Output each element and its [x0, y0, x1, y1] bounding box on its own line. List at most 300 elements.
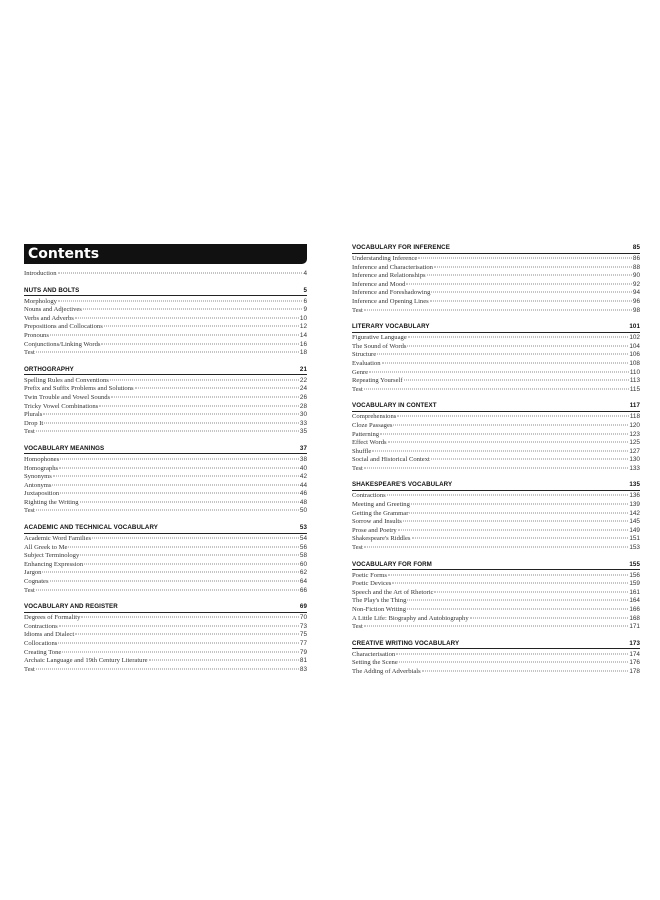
entry-label: Tricky Vowel Combinations — [24, 402, 99, 410]
entry-label: Test — [352, 623, 363, 631]
toc-entry[interactable] — [352, 659, 640, 668]
entry-label: Evaluation — [352, 359, 381, 367]
left-page — [24, 244, 307, 674]
dot-leader — [83, 309, 303, 310]
section-title: ORTHOGRAPHY — [24, 365, 74, 373]
toc-entry[interactable] — [24, 298, 307, 307]
dot-leader — [50, 581, 299, 582]
entry-label: Synonyms — [24, 473, 52, 481]
toc-entry[interactable] — [24, 411, 307, 420]
dot-leader — [75, 634, 299, 635]
entry-label: Figurative Language — [352, 334, 407, 342]
entry-label: Inference and Mood — [352, 280, 406, 288]
toc-entry[interactable] — [352, 431, 640, 440]
entry-label: Cloze Passages — [352, 421, 393, 429]
toc-entry[interactable] — [24, 623, 307, 632]
entry-label: Collocations — [24, 640, 58, 647]
toc-entry[interactable] — [352, 615, 640, 624]
toc-entry[interactable] — [352, 289, 640, 298]
dot-leader — [434, 266, 632, 267]
entry-page: 22 — [299, 376, 307, 384]
entry-page: 94 — [632, 289, 640, 297]
toc-entry[interactable] — [24, 306, 307, 315]
entry-label: Test — [24, 349, 35, 357]
dot-leader — [404, 380, 629, 381]
toc-entry[interactable] — [352, 439, 640, 448]
entry-page: 156 — [629, 571, 640, 579]
toc-entry[interactable] — [24, 403, 307, 412]
section-heading[interactable] — [24, 524, 307, 534]
dot-leader — [406, 283, 631, 284]
section-title: LITERARY VOCABULARY — [352, 323, 430, 331]
dot-leader — [364, 388, 629, 389]
dot-leader — [36, 431, 299, 432]
entry-label: Conjunctions/Linking Words — [24, 340, 101, 348]
dot-leader — [470, 617, 629, 618]
entry-page: 86 — [632, 255, 640, 262]
dot-leader — [364, 467, 628, 468]
section-title: NUTS AND BOLTS — [24, 286, 80, 294]
section-page: 53 — [299, 524, 307, 532]
toc-entry[interactable] — [352, 413, 640, 422]
section-page: 173 — [629, 639, 640, 647]
entry-page: 24 — [299, 385, 307, 393]
toc-entry[interactable] — [352, 535, 640, 544]
section-page: 155 — [629, 560, 640, 568]
entry-label: Test — [24, 665, 35, 673]
toc-entry[interactable] — [352, 589, 640, 598]
entry-label: Contractions — [352, 492, 386, 500]
entry-page: 26 — [299, 393, 307, 401]
dot-leader — [149, 660, 299, 661]
toc-entry[interactable] — [24, 420, 307, 429]
dot-leader — [403, 521, 629, 522]
dot-leader — [101, 343, 298, 344]
section-page: 101 — [629, 323, 640, 331]
entry-label: Homophones — [24, 455, 60, 463]
entry-page: 164 — [629, 597, 640, 605]
dot-leader — [392, 583, 628, 584]
entry-page: 60 — [299, 560, 307, 568]
entry-label: Spelling Rules and Conventions — [24, 376, 109, 384]
toc-entry[interactable] — [24, 349, 307, 358]
toc-entry[interactable] — [24, 428, 307, 437]
dot-leader — [36, 668, 299, 669]
dot-leader — [110, 379, 299, 380]
entry-page: 136 — [629, 492, 640, 500]
toc-entry[interactable] — [352, 272, 640, 281]
entry-label: Social and Historical Context — [352, 456, 430, 464]
entry-label: Shuffle — [352, 447, 372, 455]
toc-entry[interactable] — [352, 360, 640, 369]
entry-page: 28 — [299, 402, 307, 410]
toc-entry[interactable] — [352, 377, 640, 386]
section-title: VOCABULARY FOR INFERENCE — [352, 244, 450, 251]
toc-entry[interactable] — [24, 394, 307, 403]
dot-leader — [396, 653, 628, 654]
entry-page: 6 — [303, 297, 307, 305]
entry-page: 40 — [299, 464, 307, 472]
toc-entry[interactable] — [352, 623, 640, 632]
dot-leader — [92, 538, 299, 539]
entry-label: Shakespeare's Riddles — [352, 535, 411, 543]
entry-label: Enhancing Expression — [24, 560, 84, 568]
section-heading[interactable] — [352, 323, 640, 333]
entry-page: 139 — [629, 501, 640, 509]
entry-page: 127 — [629, 447, 640, 455]
toc-entry[interactable] — [352, 386, 640, 395]
entry-label: Poetic Forms — [352, 571, 387, 579]
entry-label: Test — [352, 544, 363, 552]
entry-label: Inference and Foreshadowing — [352, 289, 431, 297]
entry-page: 48 — [299, 498, 307, 506]
entry-label: Nouns and Adjectives — [24, 306, 82, 314]
toc-entry-introduction[interactable] — [24, 270, 307, 279]
toc-entry[interactable] — [24, 323, 307, 332]
entry-page: 133 — [629, 464, 640, 472]
entry-label: The Adding of Adverbials — [352, 667, 421, 675]
toc-entry[interactable] — [24, 499, 307, 508]
entry-label: Test — [24, 428, 35, 436]
entry-label: Twin Trouble and Vowel Sounds — [24, 393, 111, 401]
toc-entry[interactable] — [352, 492, 640, 501]
entry-label: Inference and Characterisation — [352, 263, 433, 271]
entry-page: 16 — [299, 340, 307, 348]
dot-leader — [430, 300, 632, 301]
toc-entry[interactable] — [352, 255, 640, 264]
toc-entry[interactable] — [24, 377, 307, 386]
toc-entry[interactable] — [24, 465, 307, 474]
section-title: VOCABULARY MEANINGS — [24, 444, 105, 452]
toc-entry[interactable] — [352, 448, 640, 457]
toc-entry[interactable] — [24, 332, 307, 341]
toc-entry[interactable] — [352, 334, 640, 343]
dot-leader — [44, 422, 299, 423]
dot-leader — [43, 414, 299, 415]
dot-leader — [393, 424, 628, 425]
entry-label: Getting the Grammar — [352, 509, 409, 517]
entry-page: 120 — [629, 421, 640, 429]
entry-page: 174 — [629, 650, 640, 658]
dot-leader — [380, 433, 628, 434]
dot-leader — [60, 458, 299, 459]
dot-leader — [399, 662, 629, 663]
toc-entry[interactable] — [352, 580, 640, 589]
toc-entry[interactable] — [24, 385, 307, 394]
entry-page: 171 — [629, 623, 640, 631]
toc-entry[interactable] — [24, 631, 307, 640]
entry-label: Poetic Devices — [352, 580, 392, 588]
dot-leader — [418, 258, 632, 259]
entry-page: 166 — [629, 606, 640, 613]
entry-label: Morphology — [24, 297, 57, 305]
toc-entry[interactable] — [352, 544, 640, 553]
entry-page: 102 — [629, 334, 640, 342]
toc-entry[interactable] — [24, 490, 307, 499]
section-heading[interactable] — [24, 366, 307, 376]
entry-page: 75 — [299, 631, 307, 639]
entry-page: 35 — [299, 428, 307, 436]
toc-entry[interactable] — [24, 657, 307, 666]
section-page: 21 — [299, 365, 307, 373]
entry-page: 64 — [299, 578, 307, 586]
dot-leader — [58, 643, 299, 644]
section-page: 69 — [299, 603, 307, 611]
entry-label: Degrees of Formality — [24, 614, 81, 622]
dot-leader — [59, 625, 299, 626]
dot-leader — [431, 459, 629, 460]
entry-page: 66 — [299, 586, 307, 594]
entry-label: Effect Words — [352, 439, 387, 447]
section-heading[interactable] — [24, 287, 307, 297]
entry-page: 178 — [629, 667, 640, 675]
entry-page: 73 — [299, 622, 307, 630]
entry-label: Test — [352, 306, 363, 314]
contents-title: Contents — [24, 244, 307, 264]
toc-entry[interactable] — [24, 640, 307, 649]
toc-entry[interactable] — [352, 668, 640, 677]
entry-page: 33 — [299, 419, 307, 427]
dot-leader — [398, 529, 629, 530]
dot-leader — [50, 334, 299, 335]
entry-page: 113 — [629, 377, 640, 385]
toc-entry[interactable] — [24, 666, 307, 675]
toc-entry[interactable] — [24, 341, 307, 350]
toc-entry[interactable] — [352, 510, 640, 519]
entry-label: Jargon — [24, 569, 42, 577]
toc-entry[interactable] — [352, 606, 640, 615]
entry-page: 168 — [629, 614, 640, 622]
toc-entry[interactable] — [352, 456, 640, 465]
entry-page: 130 — [629, 456, 640, 464]
entry-label: Prose and Poetry — [352, 526, 397, 534]
entry-label: Antonyms — [24, 481, 52, 489]
dot-leader — [431, 292, 632, 293]
toc-entry[interactable] — [352, 343, 640, 352]
section-heading[interactable] — [352, 402, 640, 412]
entry-page: 54 — [299, 535, 307, 543]
entry-label: Homographs — [24, 464, 59, 472]
entry-page: 108 — [629, 359, 640, 367]
entry-label: Idioms and Dialect — [24, 631, 75, 639]
entry-page: 56 — [299, 543, 307, 551]
entry-page: 81 — [299, 657, 307, 665]
dot-leader — [53, 476, 299, 477]
toc-entry[interactable] — [352, 597, 640, 606]
dot-leader — [80, 501, 299, 502]
toc-entry[interactable] — [24, 535, 307, 544]
dot-leader — [377, 354, 628, 355]
dot-leader — [42, 572, 298, 573]
dot-leader — [111, 396, 299, 397]
dot-leader — [388, 574, 628, 575]
entry-page: 42 — [299, 473, 307, 481]
entry-label: Test — [24, 586, 35, 594]
toc-entry[interactable] — [352, 501, 640, 510]
dot-leader — [412, 538, 629, 539]
entry-page: 106 — [629, 351, 640, 359]
entry-label: Setting the Scene — [352, 659, 398, 667]
dot-leader — [427, 275, 632, 276]
entry-page: 110 — [629, 368, 640, 376]
entry-label: Introduction — [24, 270, 57, 277]
section-heading[interactable] — [24, 445, 307, 455]
dot-leader — [422, 670, 629, 671]
left-sections — [24, 287, 307, 675]
dot-leader — [408, 337, 629, 338]
dot-leader — [81, 617, 298, 618]
section-heading[interactable] — [24, 603, 307, 613]
toc-entry[interactable] — [24, 649, 307, 658]
entry-page: 46 — [299, 490, 307, 498]
dot-leader — [434, 591, 628, 592]
toc-entry[interactable] — [24, 569, 307, 578]
dot-leader — [36, 589, 299, 590]
section-page: 117 — [629, 402, 640, 410]
entry-label: Plurals — [24, 411, 43, 419]
section-page: 85 — [632, 244, 640, 251]
entry-label: Test — [352, 385, 363, 393]
dot-leader — [59, 467, 299, 468]
dot-leader — [99, 405, 299, 406]
toc-entry[interactable] — [352, 369, 640, 378]
entry-page: 30 — [299, 411, 307, 419]
dot-leader — [36, 510, 299, 511]
entry-label: The Sound of Words — [352, 342, 407, 350]
dot-leader — [369, 371, 629, 372]
entry-page: 4 — [303, 270, 307, 277]
entry-label: Structure — [352, 351, 377, 359]
toc-entry[interactable] — [24, 561, 307, 570]
toc-entry[interactable] — [352, 651, 640, 660]
entry-label: Inference and Opening Lines — [352, 297, 429, 305]
toc-entry[interactable] — [352, 465, 640, 474]
dot-leader — [62, 651, 299, 652]
entry-page: 10 — [299, 314, 307, 322]
dot-leader — [75, 317, 299, 318]
entry-page: 153 — [629, 544, 640, 552]
toc-entry[interactable] — [352, 351, 640, 360]
entry-label: Drop It — [24, 419, 44, 427]
dot-leader — [387, 495, 629, 496]
dot-leader — [58, 300, 302, 301]
entry-page: 92 — [632, 280, 640, 288]
entry-page: 38 — [299, 455, 307, 463]
entry-label: The Play's the Thing — [352, 597, 407, 605]
toc-entry[interactable] — [352, 298, 640, 307]
entry-page: 142 — [629, 509, 640, 517]
dot-leader — [407, 345, 628, 346]
entry-label: Inference and Relationships — [352, 272, 426, 280]
entry-page: 125 — [629, 439, 640, 447]
dot-leader — [84, 563, 299, 564]
entry-label: Test — [352, 464, 363, 472]
toc-entry[interactable] — [24, 544, 307, 553]
toc-entry[interactable] — [352, 264, 640, 273]
entry-page: 79 — [299, 648, 307, 656]
entry-page: 12 — [299, 323, 307, 331]
toc-entry[interactable] — [24, 552, 307, 561]
section-title: SHAKESPEARE'S VOCABULARY — [352, 481, 453, 489]
section-title: CREATIVE WRITING VOCABULARY — [352, 639, 460, 647]
dot-leader — [36, 352, 299, 353]
entry-page: 115 — [629, 385, 640, 393]
entry-label: Comprehensions — [352, 413, 397, 421]
toc-entry[interactable] — [24, 473, 307, 482]
dot-leader — [364, 626, 628, 627]
section-title: VOCABULARY AND REGISTER — [24, 603, 118, 611]
entry-page: 62 — [299, 569, 307, 577]
dot-leader — [58, 273, 303, 274]
entry-label: All Greek to Me — [24, 543, 68, 551]
toc-entry[interactable] — [24, 315, 307, 324]
dot-leader — [388, 442, 629, 443]
entry-label: Characterisation — [352, 650, 396, 658]
entry-page: 96 — [632, 297, 640, 305]
toc-entry[interactable] — [24, 507, 307, 516]
entry-page: 159 — [629, 580, 640, 588]
entry-label: Righting the Writing — [24, 498, 79, 506]
toc-entry[interactable] — [24, 482, 307, 491]
toc-entry[interactable] — [352, 572, 640, 581]
entry-page: 149 — [629, 526, 640, 534]
toc-entry[interactable] — [352, 518, 640, 527]
entry-page: 44 — [299, 481, 307, 489]
toc-entry[interactable] — [24, 456, 307, 465]
toc-entry[interactable] — [352, 422, 640, 431]
entry-page: 123 — [629, 430, 640, 438]
section-title: ACADEMIC AND TECHNICAL VOCABULARY — [24, 524, 159, 532]
entry-page: 118 — [629, 413, 640, 421]
dot-leader — [409, 512, 628, 513]
toc-entry[interactable] — [24, 578, 307, 587]
entry-label: Non-Fiction Writing — [352, 606, 407, 613]
section-heading[interactable] — [352, 561, 640, 571]
entry-page: 145 — [629, 518, 640, 526]
entry-label: Sorrow and Insults — [352, 518, 402, 526]
section-heading[interactable] — [352, 640, 640, 650]
toc-entry[interactable] — [24, 614, 307, 623]
entry-page: 9 — [303, 306, 307, 314]
dot-leader — [382, 362, 629, 363]
dot-leader — [407, 609, 628, 610]
entry-page: 83 — [299, 665, 307, 673]
entry-page: 161 — [629, 588, 640, 596]
entry-page: 88 — [632, 263, 640, 271]
toc-entry[interactable] — [352, 307, 640, 316]
entry-page: 14 — [299, 331, 307, 339]
dot-leader — [411, 504, 628, 505]
section-heading[interactable] — [352, 244, 640, 254]
entry-label: Creating Tone — [24, 648, 62, 656]
toc-entry[interactable] — [352, 527, 640, 536]
entry-label: Understanding Inference — [352, 255, 418, 262]
entry-page: 176 — [629, 659, 640, 667]
toc-entry[interactable] — [352, 281, 640, 290]
entry-label: A Little Life: Biography and Autobiography — [352, 614, 469, 622]
section-heading[interactable] — [352, 481, 640, 491]
section-page: 5 — [303, 286, 307, 294]
dot-leader — [397, 416, 628, 417]
dot-leader — [364, 547, 628, 548]
entry-label: Meeting and Greeting — [352, 501, 410, 509]
entry-page: 104 — [629, 342, 640, 350]
entry-label: Archaic Language and 19th Century Literature — [24, 657, 148, 665]
section-page: 37 — [299, 444, 307, 452]
right-sections — [352, 244, 640, 677]
toc-entry[interactable] — [24, 587, 307, 596]
dot-leader — [68, 546, 298, 547]
